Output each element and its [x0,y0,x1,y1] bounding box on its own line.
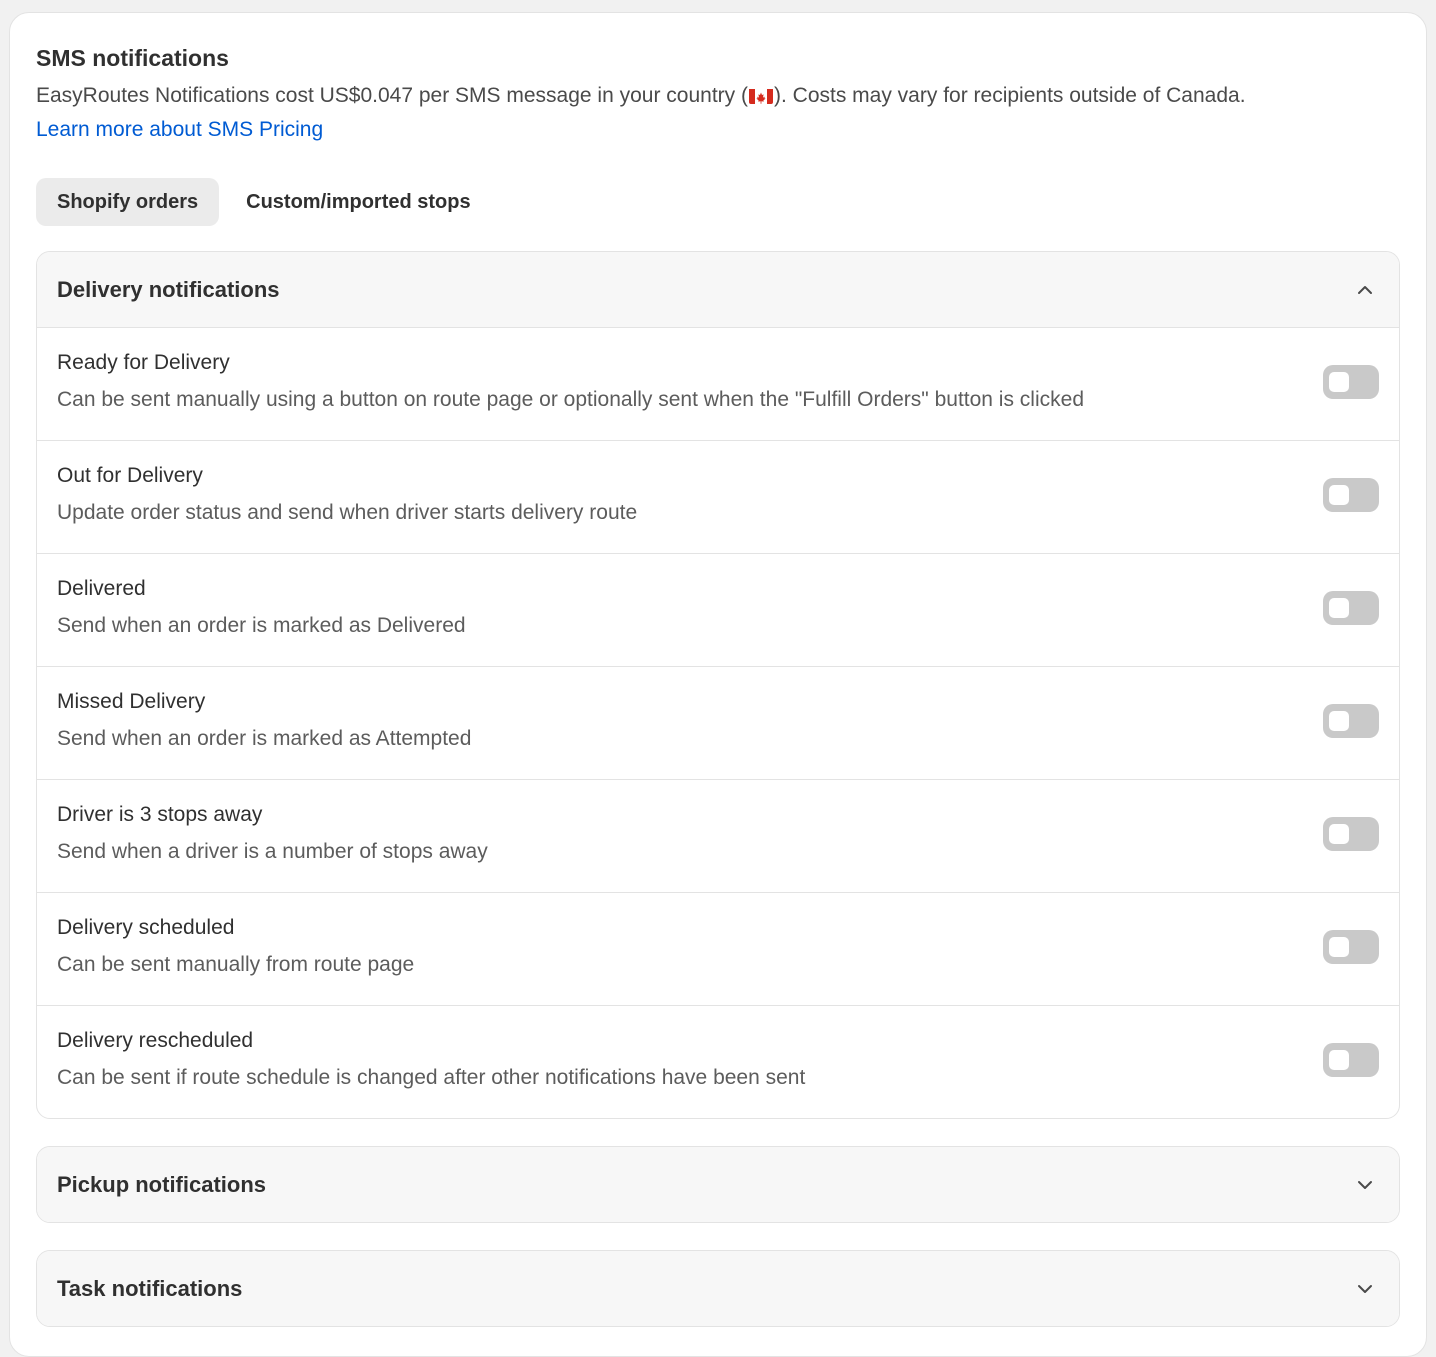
section-title: Pickup notifications [57,1171,267,1197]
out-for-delivery-toggle[interactable] [1323,478,1379,512]
order-type-tabs [36,178,1400,226]
section-title: Task notifications [57,1275,243,1301]
learn-more-sms-pricing-link[interactable]: Learn more about SMS Pricing [36,118,324,141]
toggle-knob [1329,824,1349,844]
delivery-scheduled-toggle[interactable] [1323,930,1379,964]
notification-title: Out for Delivery [57,463,203,487]
notification-title: Delivery rescheduled [57,1028,254,1052]
chevron-down-icon[interactable] [1351,1275,1379,1303]
notification-row-delivery-rescheduled [37,1005,1399,1118]
delivery-notifications-section [36,251,1400,1119]
canada-flag-icon [749,86,773,104]
pickup-notifications-section [36,1146,1400,1223]
notification-title: Driver is 3 stops away [57,802,263,826]
toggle-knob [1329,937,1349,957]
delivered-toggle[interactable] [1323,591,1379,625]
notification-row-out-for-delivery [37,440,1399,553]
notification-row-delivery-scheduled [37,892,1399,1005]
notification-row-missed-delivery [37,666,1399,779]
notification-description: Can be sent manually using a button on route page or optionally sent when the "Fulfill Orders" button is clicked [57,387,1085,411]
notification-title: Ready for Delivery [57,350,230,374]
delivery-notifications-header[interactable] [37,252,1399,327]
card-title: SMS notifications [36,45,229,71]
pickup-notifications-header[interactable] [37,1147,1399,1222]
tab-custom-imported-stops[interactable]: Custom/imported stops [246,191,471,213]
pricing-description [36,81,1400,111]
task-notifications-header[interactable] [37,1251,1399,1326]
ready-for-delivery-toggle[interactable] [1323,365,1379,399]
section-title: Delivery notifications [57,276,280,302]
delivery-rescheduled-toggle[interactable] [1323,1043,1379,1077]
notification-description: Update order status and send when driver starts delivery route [57,500,638,524]
notification-description: Can be sent manually from route page [57,952,415,976]
notification-title: Delivery scheduled [57,915,235,939]
notification-description: Send when a driver is a number of stops away [57,839,488,863]
task-notifications-section [36,1250,1400,1327]
notification-description: Send when an order is marked as Attempted [57,726,472,750]
toggle-knob [1329,711,1349,731]
toggle-knob [1329,372,1349,392]
chevron-up-icon[interactable] [1351,276,1379,304]
chevron-down-icon[interactable] [1351,1171,1379,1199]
tab-shopify-orders[interactable]: Shopify orders [36,178,219,226]
notification-title: Delivered [57,576,146,600]
toggle-knob [1329,485,1349,505]
pricing-text-start: EasyRoutes Notifications cost US$0.047 per SMS message in your country ( [36,84,748,107]
notification-row-driver-stops-away [37,779,1399,892]
pricing-text-end: ). Costs may vary for recipients outside of Canada. [774,84,1246,107]
notification-description: Send when an order is marked as Delivered [57,613,466,637]
driver-stops-away-toggle[interactable] [1323,817,1379,851]
missed-delivery-toggle[interactable] [1323,704,1379,738]
notification-description: Can be sent if route schedule is changed after other notifications have been sent [57,1065,806,1089]
toggle-knob [1329,598,1349,618]
notification-title: Missed Delivery [57,689,206,713]
toggle-knob [1329,1050,1349,1070]
notification-row-ready-for-delivery [37,327,1399,440]
sms-notifications-card [9,12,1427,1357]
notification-row-delivered [37,553,1399,666]
